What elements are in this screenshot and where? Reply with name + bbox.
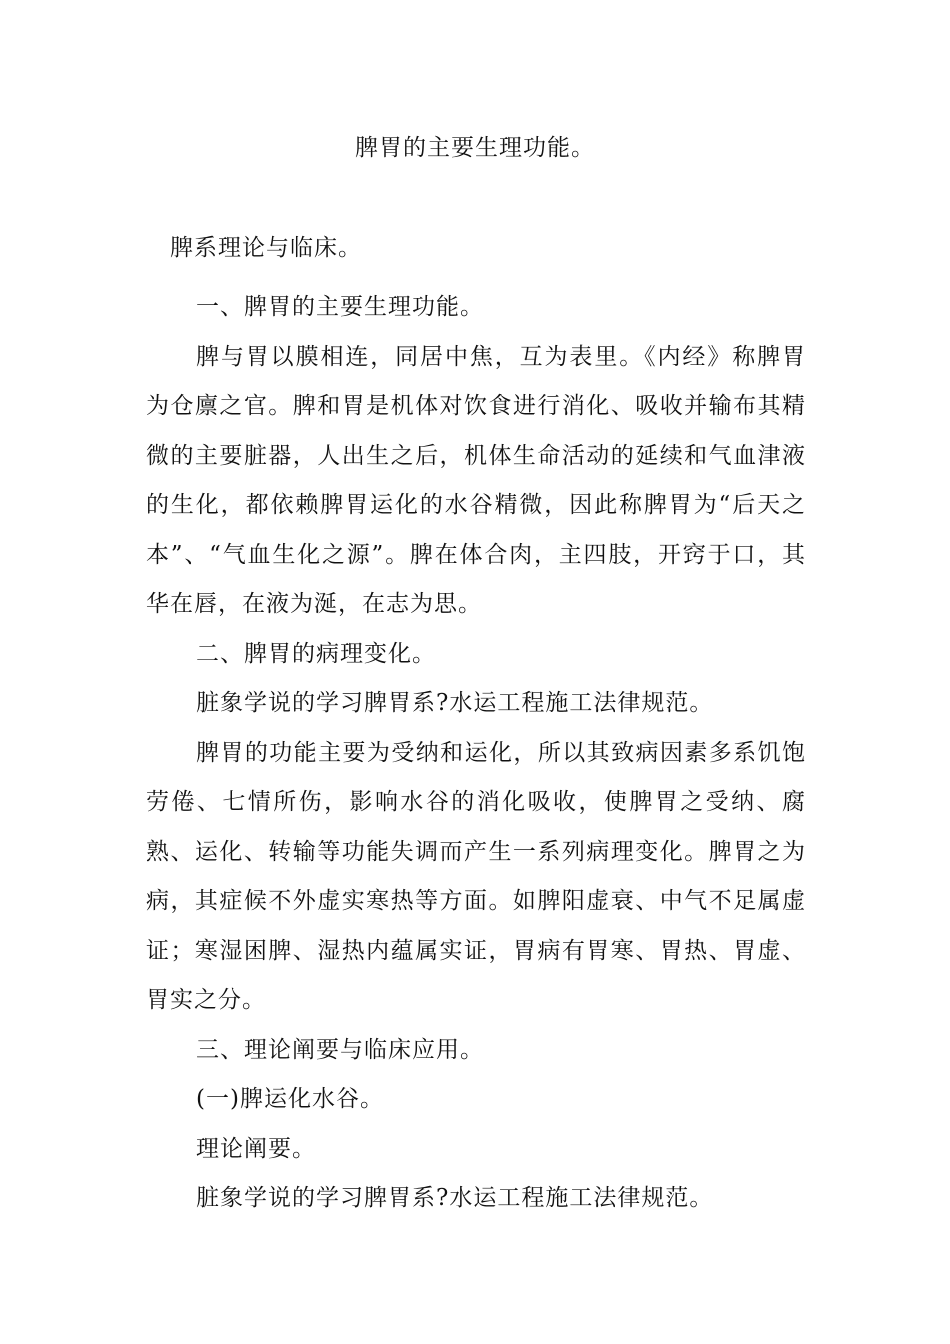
section-heading-1: 一、脾胃的主要生理功能。 — [196, 294, 484, 320]
document-subtitle: 脾系理论与临床。 — [170, 235, 362, 261]
section-heading-2: 二、脾胃的病理变化。 — [196, 640, 436, 667]
paragraph-reference-line-2: 脏象学说的学习脾胃系?水运工程施工法律规范。 — [196, 1185, 714, 1211]
document-title: 脾胃的主要生理功能。 — [355, 135, 595, 161]
section-heading-3: 三、理论阐要与临床应用。 — [196, 1036, 484, 1063]
paragraph-reference-line: 脏象学说的学习脾胃系?水运工程施工法律规范。 — [196, 690, 714, 716]
paragraph-spleen-stomach-function: 脾与胃以膜相连，同居中焦，互为表里。《内经》称脾胃为仓廪之官。脾和胃是机体对饮食进行消化、吸收并输布其精微的主要脏器，人出生之后，机体生命活动的延续和气血津液的生化，都依赖脾胃运化的水谷精微，因此称脾胃为“后天之本”、“气血生化之源”。脾在体合肉，主四肢，开窍于口，其华在唇，在液为涎，在志为思。 — [146, 343, 806, 617]
paragraph-pathology: 脾胃的功能主要为受纳和运化，所以其致病因素多系饥饱劳倦、七情所伤，影响水谷的消化吸收，使脾胃之受纳、腐熟、运化、转输等功能失调而产生一系列病理变化。脾胃之为病，其症候不外虚实寒热等方面。如脾阳虚衰、中气不足属虚证；寒湿困脾、湿热内蕴属实证，胃病有胃寒、胃热、胃虚、胃实之分。 — [146, 739, 806, 1013]
subsection-label: 理论阐要。 — [196, 1135, 316, 1162]
subsection-heading: (一)脾运化水谷。 — [196, 1086, 384, 1112]
document-body — [146, 283, 806, 1224]
